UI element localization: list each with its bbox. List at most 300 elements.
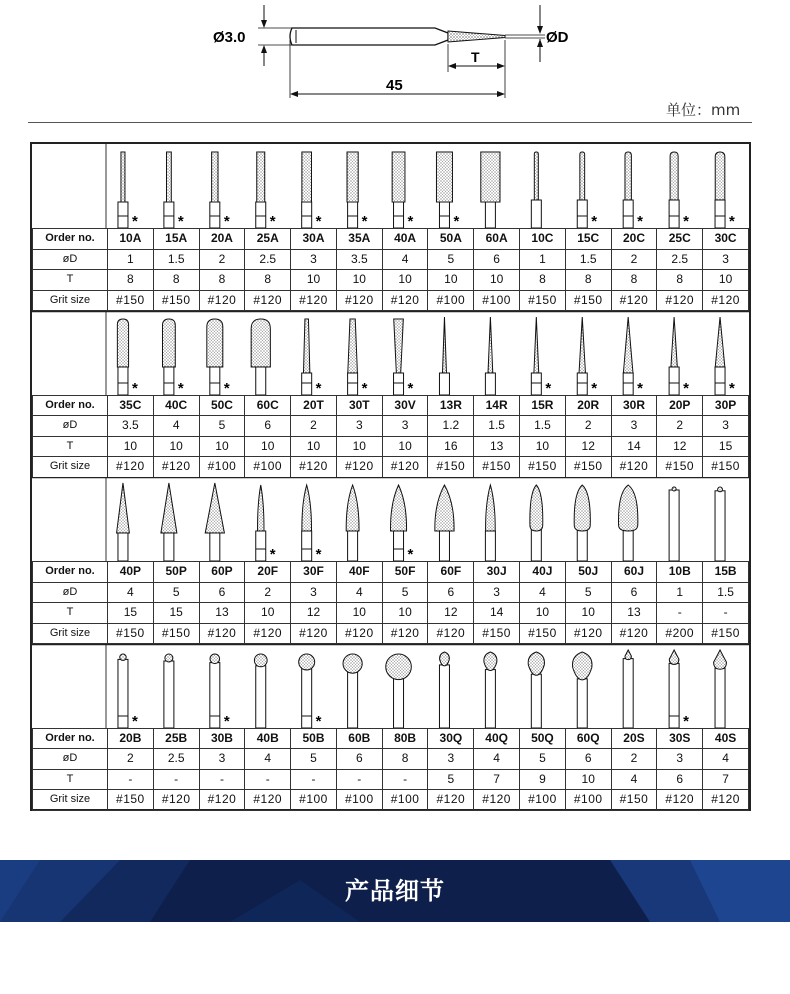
cell-d-50J: 5 bbox=[565, 582, 611, 603]
cell-t-40S: 7 bbox=[703, 769, 749, 790]
bur-head bbox=[257, 152, 265, 202]
bur-head bbox=[623, 317, 633, 373]
cell-grit-30P: #150 bbox=[703, 457, 749, 478]
star-marker: * bbox=[407, 546, 414, 561]
cell-d-30S: 3 bbox=[657, 749, 703, 770]
cell-t-25A: 8 bbox=[245, 270, 291, 291]
bur-shank bbox=[256, 531, 266, 561]
grit-row bbox=[33, 623, 749, 644]
cell-grit-15C: #150 bbox=[565, 290, 611, 311]
cell-t-40F: 10 bbox=[336, 603, 382, 624]
star-marker: * bbox=[729, 379, 735, 395]
cell-t-10A: 8 bbox=[108, 270, 154, 291]
bur-shape-20A bbox=[210, 152, 230, 228]
cell-d-50B: 5 bbox=[291, 749, 337, 770]
bur-shank bbox=[623, 200, 633, 228]
bur-head bbox=[534, 317, 539, 373]
bur-shape-40S bbox=[714, 650, 727, 728]
star-marker: * bbox=[407, 379, 414, 395]
cell-grit-60P: #120 bbox=[199, 623, 245, 644]
cell-grit-40B: #120 bbox=[245, 790, 291, 811]
bur-head bbox=[386, 654, 412, 680]
cell-grit-30R: #120 bbox=[611, 457, 657, 478]
cell-t-15C: 8 bbox=[565, 270, 611, 291]
bur-shape-25A bbox=[256, 152, 276, 228]
cell-code-25B: 25B bbox=[153, 728, 199, 749]
cell-grit-30B: #120 bbox=[199, 790, 245, 811]
bur-head bbox=[440, 652, 450, 666]
cell-code-40B: 40B bbox=[245, 728, 291, 749]
cell-t-13R: 16 bbox=[428, 436, 474, 457]
cell-code-30S: 30S bbox=[657, 728, 703, 749]
cell-code-30T: 30T bbox=[336, 395, 382, 416]
cell-d-20P: 2 bbox=[657, 416, 703, 437]
bur-head bbox=[302, 485, 312, 531]
bur-shape-60B bbox=[343, 654, 362, 728]
cell-code-30R: 30R bbox=[611, 395, 657, 416]
cell-code-20A: 20A bbox=[199, 229, 245, 250]
cell-d-14R: 1.5 bbox=[474, 416, 520, 437]
diameter-row bbox=[33, 416, 749, 437]
bur-head bbox=[121, 152, 125, 202]
bur-shank bbox=[348, 202, 358, 228]
cell-grit-60F: #120 bbox=[428, 623, 474, 644]
bur-shank bbox=[439, 664, 449, 727]
banner-title: 产品细节 bbox=[345, 877, 445, 905]
bur-head bbox=[486, 485, 496, 531]
bur-shank bbox=[531, 373, 541, 395]
cell-d-60C: 6 bbox=[245, 416, 291, 437]
cell-t-60J: 13 bbox=[611, 603, 657, 624]
grit-row bbox=[33, 457, 749, 478]
bur-shape-10B bbox=[669, 487, 679, 561]
cell-code-10A: 10A bbox=[108, 229, 154, 250]
cell-d-10C: 1 bbox=[520, 249, 566, 270]
cell-code-60P: 60P bbox=[199, 562, 245, 583]
bur-shank bbox=[256, 665, 266, 727]
cell-grit-30T: #120 bbox=[336, 457, 382, 478]
row-header-d: øD bbox=[33, 416, 108, 437]
cell-d-25B: 2.5 bbox=[153, 749, 199, 770]
star-marker: * bbox=[683, 213, 689, 228]
cell-code-20B: 20B bbox=[108, 728, 154, 749]
cell-t-60B: - bbox=[336, 769, 382, 790]
cell-d-40C: 4 bbox=[153, 416, 199, 437]
cell-t-30V: 10 bbox=[382, 436, 428, 457]
cell-d-30Q: 3 bbox=[428, 749, 474, 770]
bur-head bbox=[210, 654, 220, 664]
bur-shank bbox=[485, 202, 495, 228]
bur-shape-35A bbox=[347, 152, 368, 228]
section-banner bbox=[0, 860, 790, 922]
cell-t-60Q: 10 bbox=[565, 769, 611, 790]
bur-head bbox=[392, 152, 405, 202]
row-header-d: øD bbox=[33, 249, 108, 270]
bur-head bbox=[670, 152, 678, 200]
row-header-grit: Grit size bbox=[33, 790, 108, 811]
bur-head bbox=[715, 317, 725, 367]
bur-head bbox=[671, 317, 677, 367]
bur-shank bbox=[256, 367, 266, 395]
bur-shank bbox=[531, 200, 541, 228]
drawing-shank bbox=[290, 28, 448, 45]
bur-head bbox=[343, 654, 362, 673]
cell-code-30F: 30F bbox=[291, 562, 337, 583]
cell-grit-25B: #120 bbox=[153, 790, 199, 811]
star-marker: * bbox=[177, 213, 184, 228]
cell-grit-50J: #120 bbox=[565, 623, 611, 644]
bur-head bbox=[207, 319, 223, 367]
star-marker: * bbox=[545, 379, 552, 395]
bur-shank bbox=[256, 202, 266, 228]
bur-shape-25B bbox=[164, 654, 174, 728]
bur-head bbox=[258, 485, 264, 531]
cell-t-60F: 12 bbox=[428, 603, 474, 624]
bur-head bbox=[481, 152, 500, 202]
cell-d-30C: 3 bbox=[703, 249, 749, 270]
bur-illustrations bbox=[32, 644, 749, 728]
bur-head bbox=[299, 654, 315, 670]
bur-head bbox=[166, 152, 171, 202]
cell-grit-30Q: #120 bbox=[428, 790, 474, 811]
cell-t-20A: 8 bbox=[199, 270, 245, 291]
cell-t-15A: 8 bbox=[153, 270, 199, 291]
bur-head bbox=[669, 650, 679, 664]
bur-shank bbox=[623, 529, 633, 561]
cell-grit-60B: #100 bbox=[336, 790, 382, 811]
cell-d-50C: 5 bbox=[199, 416, 245, 437]
cell-d-40S: 4 bbox=[703, 749, 749, 770]
bur-shape-60J bbox=[618, 485, 637, 561]
cell-code-80B: 80B bbox=[382, 728, 428, 749]
grit-row bbox=[33, 290, 749, 311]
bur-shank bbox=[577, 373, 587, 395]
bur-shank bbox=[485, 669, 495, 727]
bur-shape-20F bbox=[256, 485, 276, 561]
cell-grit-40S: #120 bbox=[703, 790, 749, 811]
cell-grit-50F: #120 bbox=[382, 623, 428, 644]
bur-shank bbox=[715, 200, 725, 228]
cell-code-25C: 25C bbox=[657, 229, 703, 250]
cell-t-50B: - bbox=[291, 769, 337, 790]
bur-shank bbox=[623, 373, 633, 395]
bur-shank bbox=[669, 490, 679, 561]
cell-t-30B: - bbox=[199, 769, 245, 790]
cell-grit-15A: #150 bbox=[153, 290, 199, 311]
cell-code-20C: 20C bbox=[611, 229, 657, 250]
spec-block-3 bbox=[32, 477, 749, 643]
cell-t-20R: 12 bbox=[565, 436, 611, 457]
bur-shank bbox=[118, 367, 128, 395]
bur-shank bbox=[439, 531, 449, 561]
bur-shape-10A bbox=[118, 152, 138, 228]
cell-t-50P: 15 bbox=[153, 603, 199, 624]
bur-shape-15C bbox=[577, 152, 597, 228]
bur-shank bbox=[623, 658, 633, 727]
star-marker: * bbox=[683, 712, 689, 728]
bur-shank bbox=[164, 661, 174, 728]
bur-head bbox=[348, 319, 358, 373]
cell-grit-25C: #120 bbox=[657, 290, 703, 311]
cell-t-60A: 10 bbox=[474, 270, 520, 291]
cell-code-60A: 60A bbox=[474, 229, 520, 250]
cell-t-50C: 10 bbox=[199, 436, 245, 457]
cell-grit-50P: #150 bbox=[153, 623, 199, 644]
bur-head bbox=[161, 483, 177, 533]
cell-code-10C: 10C bbox=[520, 229, 566, 250]
bur-shank bbox=[348, 531, 358, 561]
row-header-t: T bbox=[33, 603, 108, 624]
cell-grit-13R: #150 bbox=[428, 457, 474, 478]
cell-d-40B: 4 bbox=[245, 749, 291, 770]
cell-t-35A: 10 bbox=[336, 270, 382, 291]
bur-head bbox=[162, 319, 175, 367]
cell-t-30P: 15 bbox=[703, 436, 749, 457]
bur-illustrations bbox=[32, 477, 749, 561]
cell-t-30Q: 5 bbox=[428, 769, 474, 790]
star-marker: * bbox=[453, 213, 460, 228]
cell-d-60F: 6 bbox=[428, 582, 474, 603]
cell-grit-40Q: #120 bbox=[474, 790, 520, 811]
bur-shank bbox=[302, 202, 312, 228]
bur-head bbox=[436, 152, 452, 202]
star-marker: * bbox=[315, 546, 322, 561]
cell-t-20F: 10 bbox=[245, 603, 291, 624]
cell-grit-20A: #120 bbox=[199, 290, 245, 311]
bur-head bbox=[391, 485, 407, 531]
star-marker: * bbox=[223, 712, 230, 728]
cell-grit-20C: #120 bbox=[611, 290, 657, 311]
row-header-order: Order no. bbox=[33, 728, 108, 749]
bur-shank bbox=[394, 202, 404, 228]
cell-code-20R: 20R bbox=[565, 395, 611, 416]
cell-code-40A: 40A bbox=[382, 229, 428, 250]
cell-code-30P: 30P bbox=[703, 395, 749, 416]
cell-grit-60C: #100 bbox=[245, 457, 291, 478]
cell-grit-10C: #150 bbox=[520, 290, 566, 311]
cell-d-20S: 2 bbox=[611, 749, 657, 770]
bur-shape-50B bbox=[299, 654, 322, 728]
t-row bbox=[33, 603, 749, 624]
cell-d-60A: 6 bbox=[474, 249, 520, 270]
cell-code-40J: 40J bbox=[520, 562, 566, 583]
cell-d-50Q: 5 bbox=[520, 749, 566, 770]
order-row bbox=[33, 728, 749, 749]
cell-t-35C: 10 bbox=[108, 436, 154, 457]
spec-block-2 bbox=[32, 311, 749, 477]
bur-shape-40C bbox=[162, 319, 183, 395]
cell-grit-80B: #100 bbox=[382, 790, 428, 811]
cell-code-60C: 60C bbox=[245, 395, 291, 416]
cell-t-20C: 8 bbox=[611, 270, 657, 291]
bur-shank bbox=[439, 202, 449, 228]
bur-shape-20R bbox=[577, 317, 597, 395]
cell-grit-60Q: #100 bbox=[565, 790, 611, 811]
bur-head bbox=[205, 483, 224, 533]
row-header-grit: Grit size bbox=[33, 290, 108, 311]
cell-code-14R: 14R bbox=[474, 395, 520, 416]
t-row bbox=[33, 436, 749, 457]
bur-head bbox=[251, 319, 270, 367]
star-marker: * bbox=[131, 213, 138, 228]
bur-head bbox=[435, 485, 454, 531]
row-header-grit: Grit size bbox=[33, 457, 108, 478]
bur-shank bbox=[394, 678, 404, 727]
bur-shape-40Q bbox=[484, 652, 497, 728]
cell-d-20B: 2 bbox=[108, 749, 154, 770]
spec-block-4 bbox=[32, 644, 749, 810]
cell-d-30T: 3 bbox=[336, 416, 382, 437]
cell-grit-40A: #120 bbox=[382, 290, 428, 311]
cell-d-30A: 3 bbox=[291, 249, 337, 270]
cell-d-25C: 2.5 bbox=[657, 249, 703, 270]
cell-t-50J: 10 bbox=[565, 603, 611, 624]
bur-head bbox=[254, 654, 267, 667]
cell-d-30B: 3 bbox=[199, 749, 245, 770]
bur-shape-30S bbox=[669, 650, 689, 728]
bur-shape-40P bbox=[117, 483, 130, 561]
header-divider bbox=[28, 122, 752, 123]
cell-code-50J: 50J bbox=[565, 562, 611, 583]
t-dimension-label: T bbox=[471, 49, 480, 65]
t-row bbox=[33, 270, 749, 291]
bur-shape-35C bbox=[117, 319, 138, 395]
bur-shape-50J bbox=[574, 485, 590, 561]
cell-t-80B: - bbox=[382, 769, 428, 790]
cell-t-20P: 12 bbox=[657, 436, 703, 457]
cell-grit-25A: #120 bbox=[245, 290, 291, 311]
cell-grit-30A: #120 bbox=[291, 290, 337, 311]
bur-shape-30V bbox=[394, 319, 414, 395]
cell-d-15A: 1.5 bbox=[153, 249, 199, 270]
bur-shank bbox=[439, 373, 449, 395]
bur-head bbox=[303, 319, 309, 373]
bur-head bbox=[625, 650, 631, 660]
bur-shank bbox=[210, 533, 220, 561]
cell-code-60Q: 60Q bbox=[565, 728, 611, 749]
bur-shank bbox=[164, 367, 174, 395]
cell-t-40J: 10 bbox=[520, 603, 566, 624]
cell-d-15R: 1.5 bbox=[520, 416, 566, 437]
bur-shape-60C bbox=[251, 319, 270, 395]
bur-shape-50F bbox=[391, 485, 414, 561]
cell-t-20T: 10 bbox=[291, 436, 337, 457]
bur-shank bbox=[118, 202, 128, 228]
bur-shank bbox=[669, 200, 679, 228]
cell-code-50B: 50B bbox=[291, 728, 337, 749]
bur-shape-50A bbox=[436, 152, 459, 228]
bur-shape-50P bbox=[161, 483, 177, 561]
diameter-row bbox=[33, 582, 749, 603]
cell-t-10B: - bbox=[657, 603, 703, 624]
cell-code-35A: 35A bbox=[336, 229, 382, 250]
bur-head bbox=[672, 487, 676, 491]
cell-t-30J: 14 bbox=[474, 603, 520, 624]
cell-d-30P: 3 bbox=[703, 416, 749, 437]
bur-shank bbox=[715, 367, 725, 395]
bur-head bbox=[534, 152, 538, 200]
cell-code-50Q: 50Q bbox=[520, 728, 566, 749]
row-header-order: Order no. bbox=[33, 562, 108, 583]
row-header-order: Order no. bbox=[33, 229, 108, 250]
bur-head bbox=[117, 483, 130, 533]
cell-t-40B: - bbox=[245, 769, 291, 790]
cell-t-30F: 12 bbox=[291, 603, 337, 624]
bur-head bbox=[117, 319, 128, 367]
cell-code-50P: 50P bbox=[153, 562, 199, 583]
cell-code-10B: 10B bbox=[657, 562, 703, 583]
bur-shank bbox=[118, 533, 128, 561]
cell-code-40Q: 40Q bbox=[474, 728, 520, 749]
bur-head bbox=[579, 317, 585, 373]
bur-spec-table bbox=[30, 142, 751, 811]
cell-t-10C: 8 bbox=[520, 270, 566, 291]
cell-grit-20T: #120 bbox=[291, 457, 337, 478]
bur-shank bbox=[348, 672, 358, 728]
cell-d-13R: 1.2 bbox=[428, 416, 474, 437]
cell-t-20B: - bbox=[108, 769, 154, 790]
cell-grit-60J: #120 bbox=[611, 623, 657, 644]
cell-d-80B: 8 bbox=[382, 749, 428, 770]
spec-grid bbox=[32, 728, 749, 811]
bur-shape-14R bbox=[485, 317, 495, 395]
bur-shape-80B bbox=[386, 654, 412, 728]
bur-shape-30J bbox=[485, 485, 495, 561]
cell-grit-15B: #150 bbox=[703, 623, 749, 644]
cell-code-30C: 30C bbox=[703, 229, 749, 250]
star-marker: * bbox=[315, 379, 322, 395]
bur-head bbox=[618, 485, 637, 531]
bur-shape-20B bbox=[118, 654, 138, 728]
cell-grit-20S: #150 bbox=[611, 790, 657, 811]
cell-d-50A: 5 bbox=[428, 249, 474, 270]
bur-shape-40F bbox=[346, 485, 359, 561]
cell-d-20C: 2 bbox=[611, 249, 657, 270]
cell-grit-15R: #150 bbox=[520, 457, 566, 478]
cell-code-40P: 40P bbox=[108, 562, 154, 583]
cell-t-40A: 10 bbox=[382, 270, 428, 291]
bur-shape-60Q bbox=[572, 652, 592, 728]
bur-shape-30P bbox=[715, 317, 735, 395]
cell-code-60B: 60B bbox=[336, 728, 382, 749]
cell-t-30C: 10 bbox=[703, 270, 749, 291]
cell-d-15B: 1.5 bbox=[703, 582, 749, 603]
cell-t-60C: 10 bbox=[245, 436, 291, 457]
bur-shape-60A bbox=[481, 152, 500, 228]
cell-d-15C: 1.5 bbox=[565, 249, 611, 270]
cell-grit-30J: #150 bbox=[474, 623, 520, 644]
bur-head bbox=[165, 654, 173, 662]
cell-t-50F: 10 bbox=[382, 603, 428, 624]
cell-code-20F: 20F bbox=[245, 562, 291, 583]
bur-shank bbox=[394, 531, 404, 561]
bur-head bbox=[625, 152, 631, 200]
bur-head bbox=[714, 650, 727, 669]
cell-code-20S: 20S bbox=[611, 728, 657, 749]
cell-grit-50A: #100 bbox=[428, 290, 474, 311]
cell-grit-10B: #200 bbox=[657, 623, 703, 644]
cell-d-25A: 2.5 bbox=[245, 249, 291, 270]
cell-grit-60A: #100 bbox=[474, 290, 520, 311]
order-row bbox=[33, 229, 749, 250]
cell-t-14R: 13 bbox=[474, 436, 520, 457]
cell-d-40J: 4 bbox=[520, 582, 566, 603]
bur-shape-13R bbox=[439, 317, 449, 395]
cell-grit-30S: #120 bbox=[657, 790, 703, 811]
row-header-order: Order no. bbox=[33, 395, 108, 416]
bur-shape-40A bbox=[392, 152, 413, 228]
bur-head bbox=[572, 652, 592, 680]
